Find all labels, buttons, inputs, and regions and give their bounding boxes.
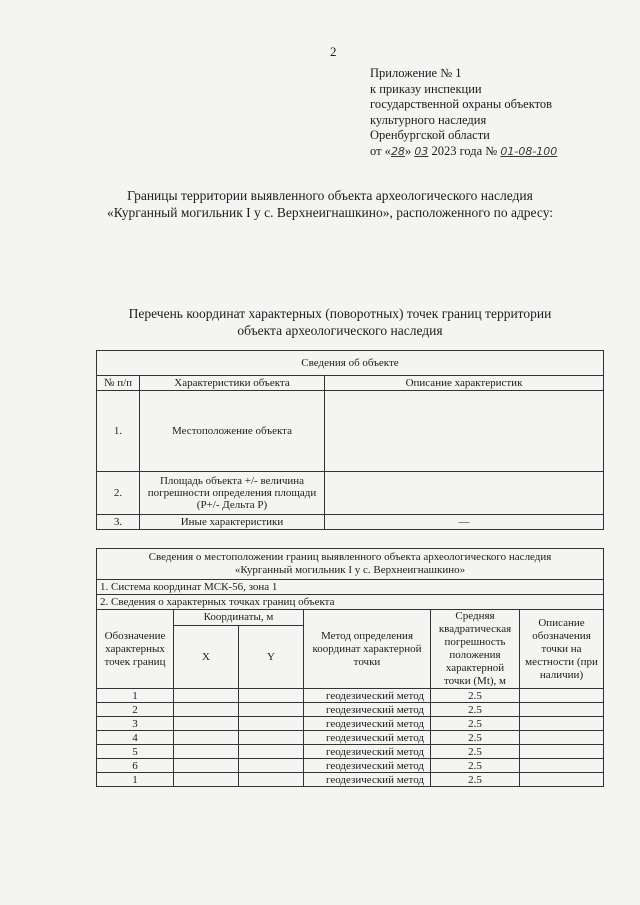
table-row (97, 515, 604, 530)
date-day: 28 (390, 144, 405, 158)
appendix-line: к приказу инспекции (370, 81, 482, 96)
point-error: 2.5 (431, 759, 520, 773)
col-x-header: X (174, 626, 239, 689)
col-coords-header: Координаты, м (174, 610, 304, 626)
point-x (174, 731, 239, 745)
appendix-line: государственной охраны объектов (370, 97, 553, 111)
point-error: 2.5 (431, 689, 520, 703)
point-y (239, 773, 304, 787)
object-info-table (96, 350, 604, 530)
row-num: 2. (97, 472, 140, 515)
date-mid: » (404, 143, 412, 158)
row-char: Площадь объекта +/- величина погрешности определения площади (P+/- Дельта P) (140, 472, 325, 515)
row-desc: — (325, 515, 604, 530)
coord-table-header (97, 549, 604, 580)
point-x (174, 703, 239, 717)
point-desc (520, 759, 604, 773)
col-char-header: Характеристики объекта (140, 376, 325, 391)
point-error: 2.5 (431, 731, 520, 745)
col-y-header: Y (239, 626, 304, 689)
point-desc (520, 703, 604, 717)
row-desc (325, 391, 604, 472)
point-id: 6 (97, 759, 174, 773)
col-method-header: Метод определения координат характерной точки (304, 610, 431, 689)
date-year: 2023 года № (431, 143, 498, 158)
appendix-line: Оренбургской области (370, 128, 490, 142)
table-row (97, 472, 604, 515)
coord-header-line: «Курганный могильник I у с. Верхнеигнашкино» (234, 564, 466, 576)
date-prefix: от « (370, 143, 391, 158)
point-desc (520, 773, 604, 787)
point-y (239, 689, 304, 703)
table-row (97, 745, 604, 759)
coord-header-line: Сведения о местоположении границ выявленного объекта археологического наследия (148, 551, 552, 563)
col-error-header: Средняя квадратическая погрешность положения характерной точки (Mt), м (431, 610, 520, 689)
coordinates-table (96, 548, 604, 787)
point-y (239, 717, 304, 731)
point-method: геодезический метод (304, 703, 431, 717)
point-y (239, 731, 304, 745)
point-id: 1 (97, 689, 174, 703)
point-id: 3 (97, 717, 174, 731)
row-char: Местоположение объекта (140, 391, 325, 472)
col-description-header: Описание обозначения точки на местности (при наличии) (520, 610, 604, 689)
appendix-date-line (370, 144, 557, 160)
appendix-line: Приложение № 1 (370, 66, 462, 80)
col-num-header: № п/п (97, 376, 140, 391)
point-error: 2.5 (431, 773, 520, 787)
table-row (97, 391, 604, 472)
page-number: 2 (330, 44, 337, 59)
date-month: 03 (414, 144, 429, 158)
table-row (97, 717, 604, 731)
point-x (174, 689, 239, 703)
points-info: 2. Сведения о характерных точках границ объекта (97, 595, 604, 610)
point-method: геодезический метод (304, 773, 431, 787)
point-id: 4 (97, 731, 174, 745)
point-y (239, 759, 304, 773)
row-num: 1. (97, 391, 140, 472)
title-line: Границы территории выявленного объекта археологического наследия (127, 188, 533, 203)
point-x (174, 773, 239, 787)
col-desc-header: Описание характеристик (325, 376, 604, 391)
point-y (239, 745, 304, 759)
row-desc (325, 472, 604, 515)
coord-system: 1. Система координат МСК-56, зона 1 (97, 580, 604, 595)
table-row (97, 731, 604, 745)
order-number: 01-08-100 (500, 144, 558, 158)
row-num: 3. (97, 515, 140, 530)
point-x (174, 745, 239, 759)
table-row (97, 773, 604, 787)
point-error: 2.5 (431, 703, 520, 717)
point-error: 2.5 (431, 745, 520, 759)
point-desc (520, 731, 604, 745)
table-row (97, 689, 604, 703)
point-y (239, 703, 304, 717)
table-row (97, 703, 604, 717)
table-row (97, 759, 604, 773)
object-table-header: Сведения об объекте (97, 351, 604, 376)
document-title (40, 187, 620, 221)
appendix-block (370, 66, 557, 159)
point-desc (520, 745, 604, 759)
list-title-line: объекта археологического наследия (237, 323, 443, 338)
point-desc (520, 717, 604, 731)
point-id: 1 (97, 773, 174, 787)
point-x (174, 717, 239, 731)
point-desc (520, 689, 604, 703)
appendix-line: культурного наследия (370, 112, 487, 127)
point-method: геодезический метод (304, 745, 431, 759)
point-method: геодезический метод (304, 759, 431, 773)
col-designation-header: Обозначение характерных точек границ (97, 610, 174, 689)
point-error: 2.5 (431, 717, 520, 731)
point-x (174, 759, 239, 773)
list-title-line: Перечень координат характерных (поворотных) точек границ территории (128, 306, 552, 321)
title-line: «Курганный могильник I у с. Верхнеигнашкино», расположенного по адресу: (106, 205, 554, 220)
point-id: 5 (97, 745, 174, 759)
point-id: 2 (97, 703, 174, 717)
row-char: Иные характеристики (140, 515, 325, 530)
point-method: геодезический метод (304, 717, 431, 731)
point-method: геодезический метод (304, 731, 431, 745)
point-method: геодезический метод (304, 689, 431, 703)
list-title (60, 305, 620, 339)
